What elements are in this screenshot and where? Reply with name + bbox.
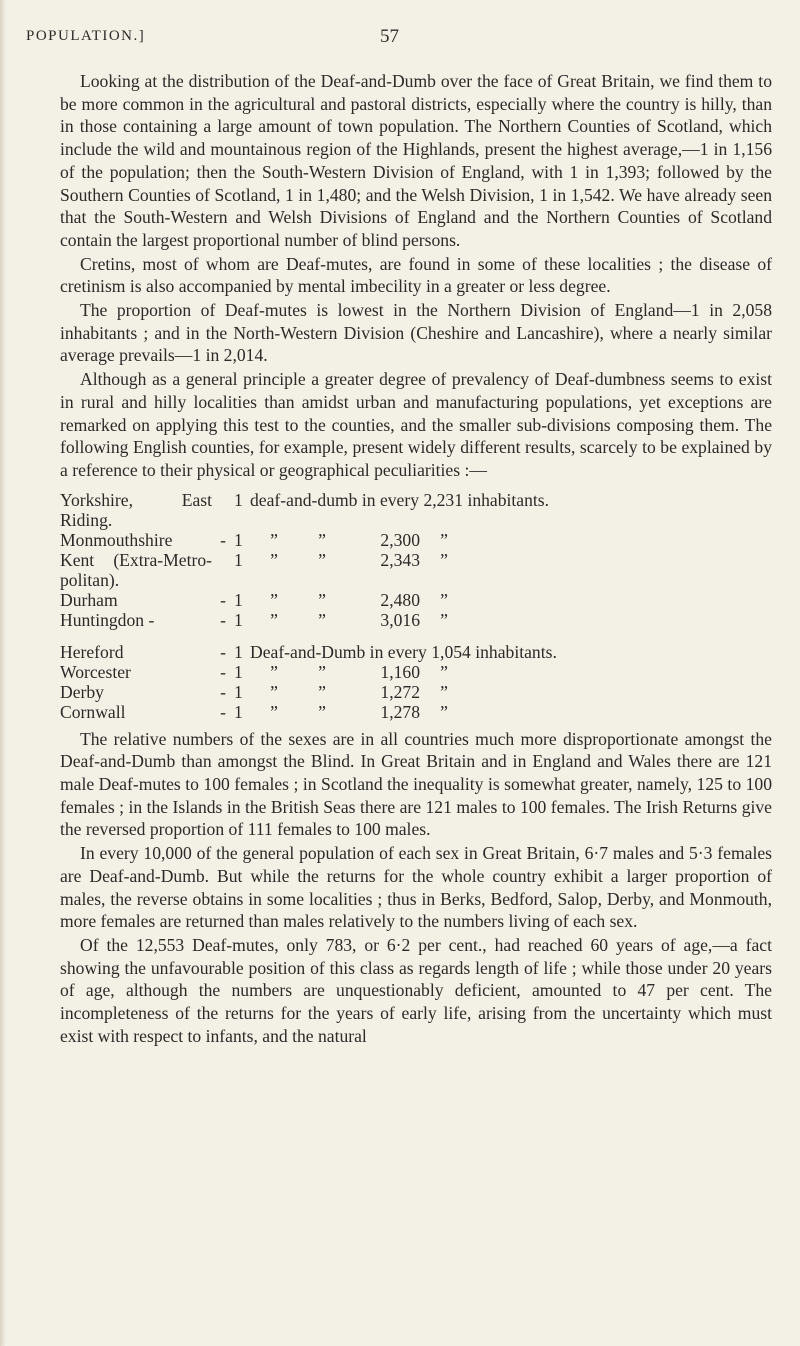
paragraph: Cretins, most of whom are Deaf-mutes, are found in some of these localities ; the disease of cretinism is also accompanied by mental imbecility in a greater or less degree. [60, 253, 772, 297]
paragraph: The proportion of Deaf-mutes is lowest in the Northern Division of England—1 in 2,058 inhabitants ; and in the North-Western Division (Cheshire and Lancashire), where a nearly similar average prevails—1 in 2,014. [60, 300, 772, 366]
ditto-mark: ” [318, 529, 326, 550]
population-number: 2,343 [380, 549, 420, 570]
count-one: 1 [234, 609, 243, 630]
ditto-mark: ” [270, 701, 278, 722]
paragraph: Of the 12,553 Deaf-mutes, only 783, or 6·2 per cent., had reached 60 years of age,—a fact showing the unfavourable position of this class as regards length of life ; while those under 20 years of age, although the numbers are unquestionably deficient, amounted to 47 per cent. The incompleteness of the returns for the years of early life, arising from the uncertainty which must exist with respect to infants, and the natural [60, 934, 772, 1046]
count-one: 1 [234, 661, 243, 682]
leader-dash: - [220, 661, 226, 682]
ditto-mark: ” [318, 589, 326, 610]
ditto-mark: ” [270, 609, 278, 630]
count-one: 1 [234, 701, 243, 722]
population-number: 1,278 [380, 701, 420, 722]
unit-text: inhabitants. [467, 489, 550, 510]
ditto-mark: ” [440, 681, 448, 702]
table-row [60, 590, 770, 610]
county-name: Hereford [60, 641, 124, 662]
paragraph: The relative numbers of the sexes are in all countries much more disproportionate amongst the Deaf-and-Dumb than amongst the Blind. In Great Britain and in England and Wales there are 121 male Deaf-mutes to 100 females ; in Scotland the inequality is somewhat greater, namely, 125 to 100 females ; in the Islands in the British Seas there are 121 males to 100 females. The Irish Returns give the reversed proportion of 111 females to 100 males. [60, 728, 772, 840]
high-proportion-table [60, 642, 770, 722]
ditto-mark: ” [270, 661, 278, 682]
ditto-mark: ” [270, 549, 278, 570]
ditto-mark: ” [270, 681, 278, 702]
ditto-mark: ” [318, 701, 326, 722]
leader-dash [212, 490, 234, 530]
leader-dash: - [220, 529, 226, 550]
ditto-mark: ” [270, 589, 278, 610]
table-row [60, 530, 770, 550]
low-proportion-table [60, 490, 770, 630]
leader-dash: - [220, 589, 226, 610]
count-one: 1 [234, 489, 243, 510]
count-one: 1 [234, 549, 243, 570]
county-name: Durham [60, 589, 118, 610]
county-name: Derby [60, 681, 104, 702]
population-number: 1,160 [380, 661, 420, 682]
count-one: 1 [234, 681, 243, 702]
table-row [60, 550, 770, 590]
leader-dash: - [220, 641, 226, 662]
county-name: Huntingdon - [60, 609, 155, 630]
ratio-text: deaf-and-dumb in every [250, 489, 420, 510]
ditto-mark: ” [318, 681, 326, 702]
table-row [60, 662, 770, 682]
count-one: 1 [234, 589, 243, 610]
population-number: 1,054 [431, 641, 471, 662]
table-row [60, 702, 770, 722]
population-number: 1,272 [380, 681, 420, 702]
table-row [60, 642, 770, 662]
unit-text: inhabitants. [475, 641, 557, 662]
ditto-mark: ” [440, 701, 448, 722]
scan-edge [0, 0, 6, 1346]
paragraph: In every 10,000 of the general population of each sex in Great Britain, 6·7 males and 5·3 females are Deaf-and-Dumb. But while the returns for the whole country exhibit a larger proportion of males, the reverse obtains in some localities ; thus in Berks, Bedford, Salop, Derby, and Monmouth, more females are returned than males relatively to the numbers living of each sex. [60, 843, 772, 932]
section-heading: POPULATION.] [26, 28, 146, 44]
population-number: 2,300 [380, 529, 420, 550]
county-name: Kent (Extra-Metro-politan). [60, 549, 212, 590]
ratio-text: Deaf-and-Dumb in every [250, 641, 427, 662]
ditto-mark: ” [318, 661, 326, 682]
table-row [60, 490, 770, 530]
leader-dash: - [220, 701, 226, 722]
leader-dash [212, 550, 234, 590]
county-name: Monmouthshire [60, 529, 173, 550]
count-one: 1 [234, 529, 243, 550]
paragraph: Although as a general principle a greater degree of prevalency of Deaf-dumbness seems to exist in rural and hilly localities than amidst urban and manufacturing populations, yet exceptions are remarked on applying this test to the counties, and the smaller sub-divisions composing them. The following English counties, for example, present widely different results, scarcely to be explained by a reference to their physical or geographical peculiarities :— [60, 369, 772, 480]
ditto-mark: ” [440, 661, 448, 682]
county-name: Worcester [60, 661, 131, 682]
ditto-mark: ” [318, 609, 326, 630]
county-name: Yorkshire, East Riding. [60, 489, 212, 530]
population-number: 2,480 [380, 589, 420, 610]
table-row [60, 610, 770, 630]
ditto-mark: ” [440, 549, 448, 570]
ditto-mark: ” [270, 529, 278, 550]
population-number: 3,016 [380, 609, 420, 630]
running-head [0, 22, 800, 52]
population-number: 2,231 [423, 489, 464, 510]
page-number: 57 [380, 26, 399, 47]
paragraph: Looking at the distribution of the Deaf-and-Dumb over the face of Great Britain, we find them to be more common in the agricultural and pastoral districts, especially where the country is hilly, than in those containing a large amount of town population. The Northern Counties of Scotland, which include the wild and mountainous region of the Highlands, present the highest average,—1 in 1,156 of the population; then the South-Western Division of England, with 1 in 1,393; followed by the Southern Counties of Scotland, 1 in 1,480; and the Welsh Division, 1 in 1,542. We have already seen that the South-Western and Welsh Divisions of England and the Northern Counties of Scotland contain the largest proportional number of blind persons. [60, 71, 772, 250]
ditto-mark: ” [440, 529, 448, 550]
ditto-mark: ” [318, 549, 326, 570]
count-one: 1 [234, 641, 243, 662]
leader-dash: - [220, 609, 226, 630]
table-row [60, 682, 770, 702]
county-name: Cornwall [60, 701, 126, 722]
leader-dash: - [220, 681, 226, 702]
ditto-mark: ” [440, 589, 448, 610]
ditto-mark: ” [440, 609, 448, 630]
body-text [60, 70, 772, 1049]
